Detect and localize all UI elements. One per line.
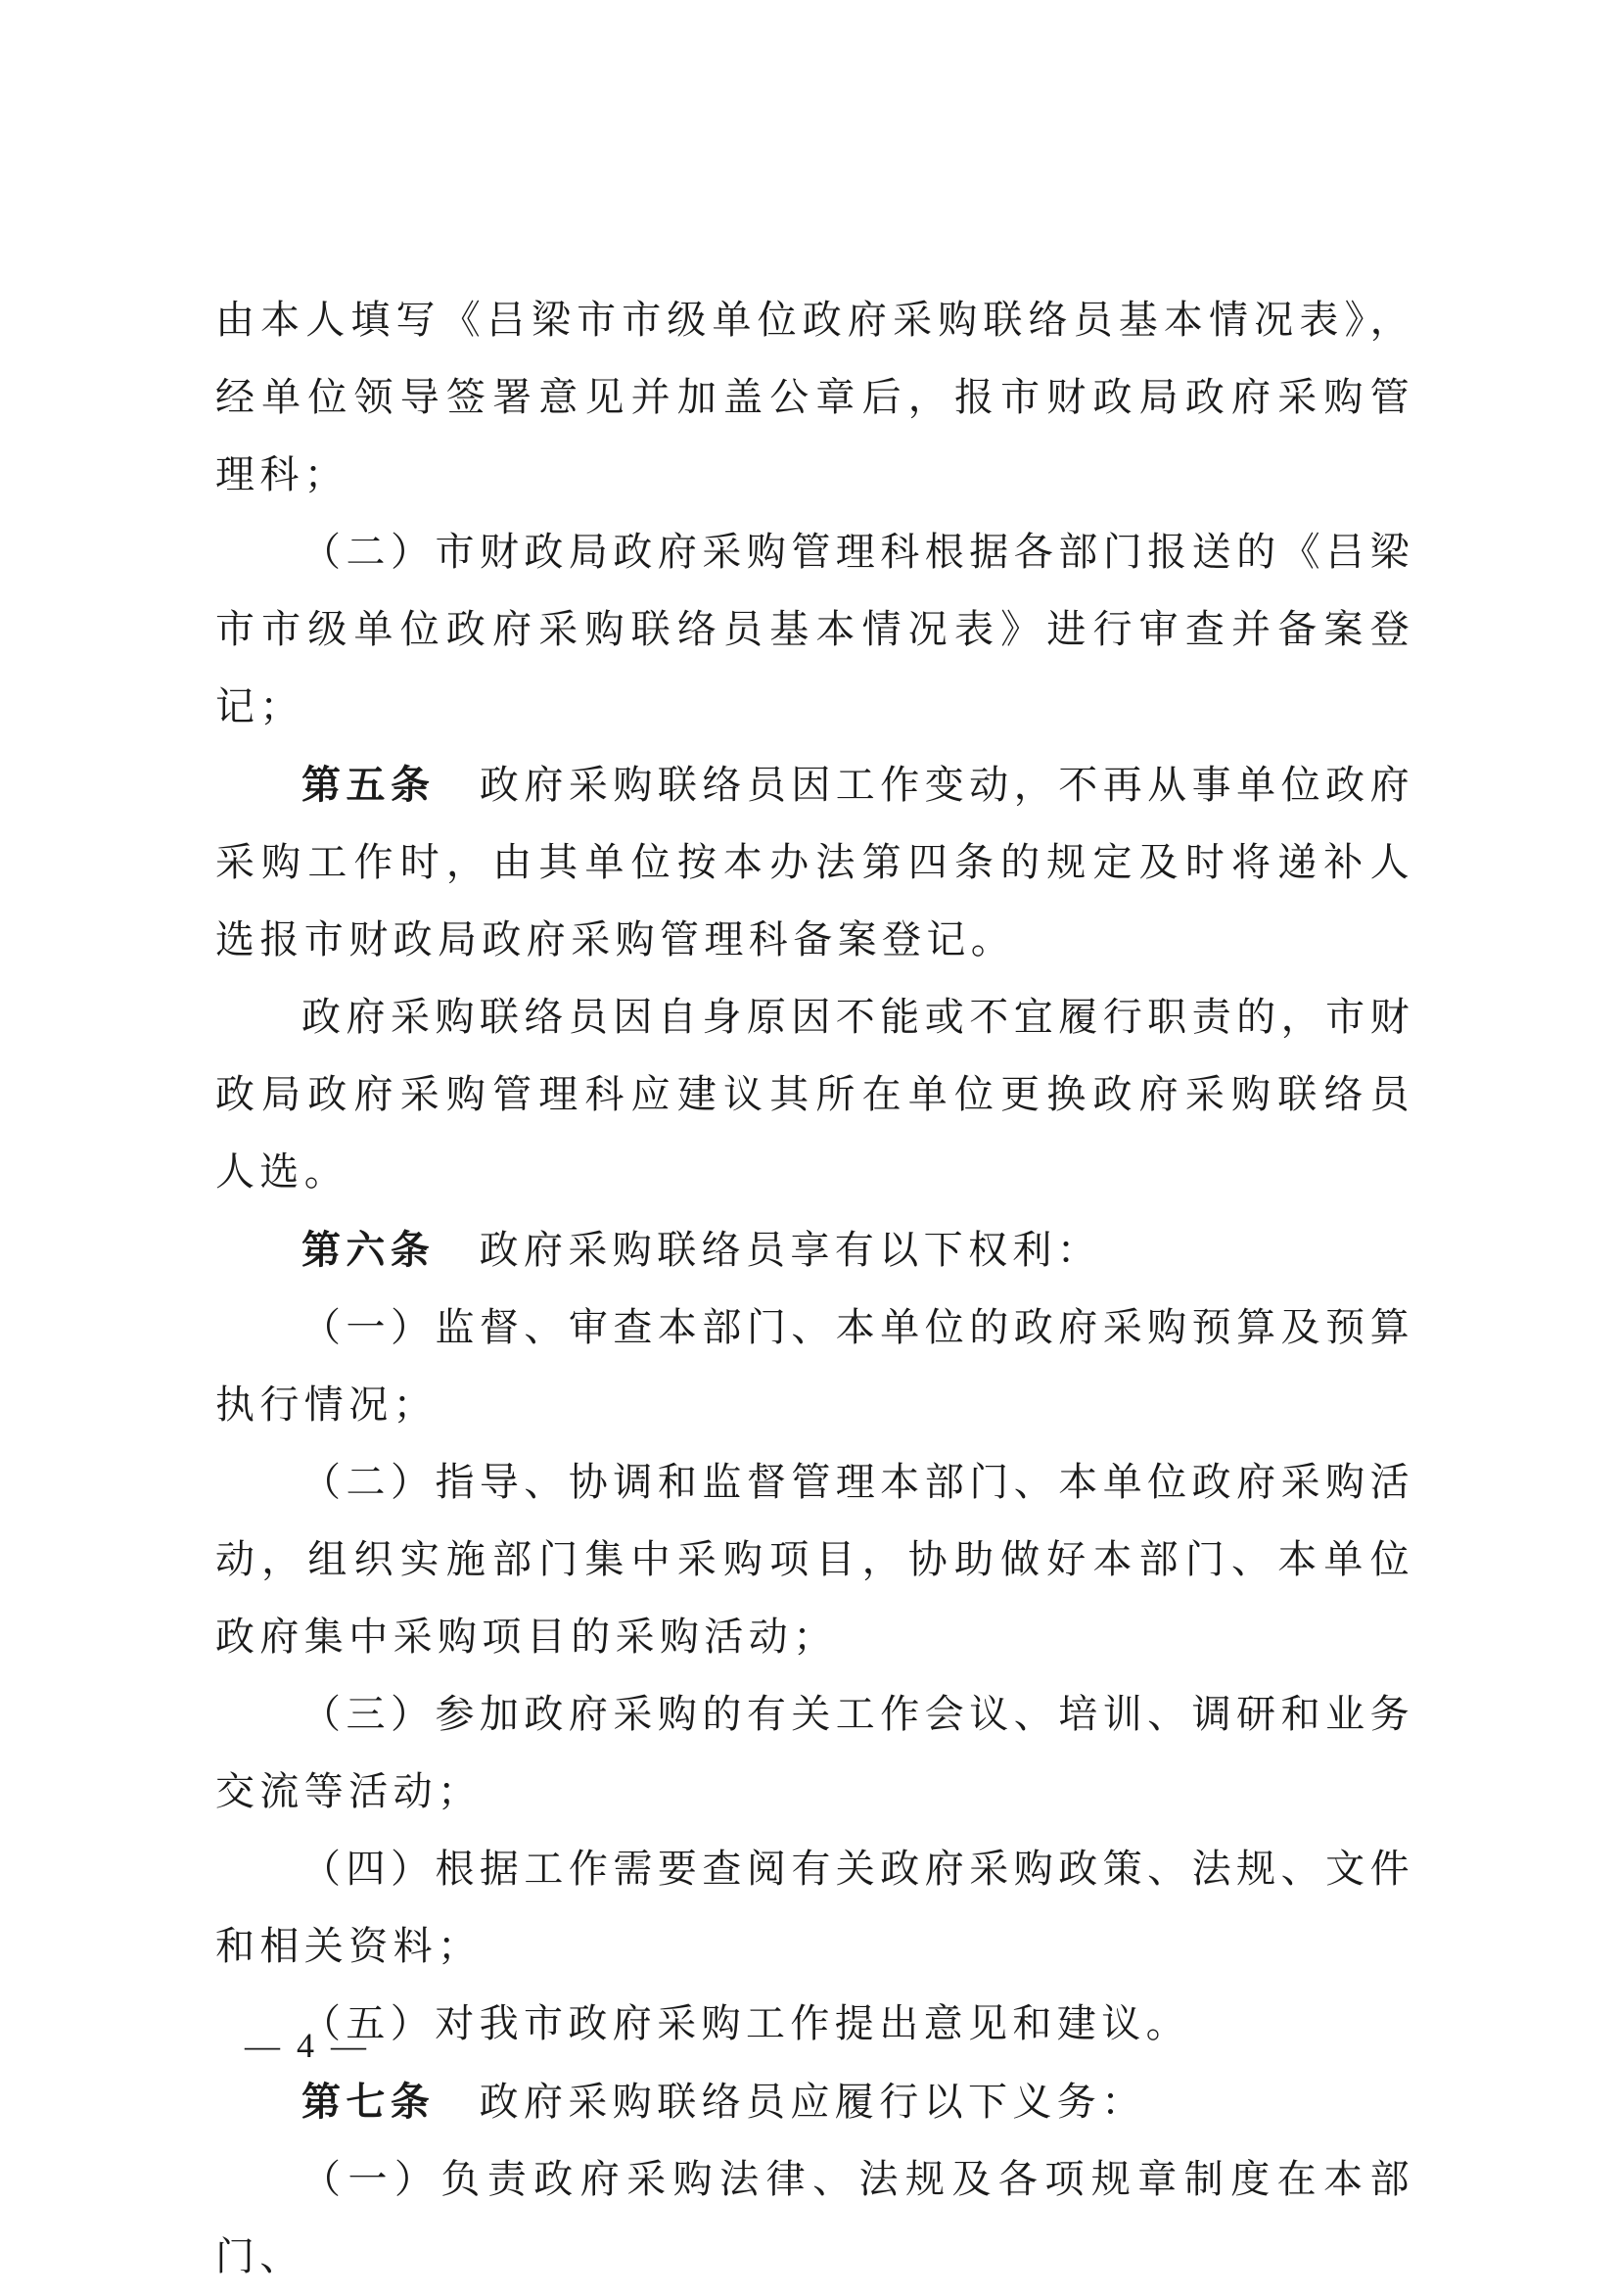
paragraph-text: 由本人填写《吕梁市市级单位政府采购联络员基本情况表》，经单位领导签署意见并加盖公章后，报市财政局政府采购管理科；	[215, 298, 1414, 497]
paragraph	[215, 1444, 1414, 1676]
paragraph-text: （一）负责政府采购法律、法规及各项规章制度在本部门、	[215, 2157, 1414, 2279]
paragraph	[215, 1676, 1414, 1831]
paragraph-text: 政府采购联络员因工作变动，不再从事单位政府采购工作时，由其单位按本办法第四条的规定及时将递补人选报市财政局政府采购管理科备案登记。	[215, 763, 1414, 962]
paragraph	[215, 979, 1414, 1211]
paragraph-text: （五）对我市政府采购工作提出意见和建议。	[301, 2001, 1190, 2046]
paragraph	[215, 514, 1414, 746]
paragraph	[215, 1986, 1414, 2063]
paragraph-text: 政府采购联络员应履行以下义务：	[435, 2080, 1146, 2125]
article-paragraph	[215, 1211, 1414, 1289]
paragraph-text: （三）参加政府采购的有关工作会议、培训、调研和业务交流等活动；	[215, 1692, 1414, 1814]
paragraph	[215, 282, 1414, 514]
article-heading: 第六条	[301, 1227, 436, 1273]
document-body	[215, 282, 1414, 2296]
paragraph	[215, 2141, 1414, 2296]
paragraph	[215, 1289, 1414, 1444]
paragraph-text: （四）根据工作需要查阅有关政府采购政策、法规、文件和相关资料；	[215, 1847, 1414, 1969]
paragraph-text: 政府采购联络员享有以下权利：	[435, 1228, 1102, 1273]
article-heading: 第五条	[301, 762, 436, 808]
paragraph-text: 政府采购联络员因自身原因不能或不宜履行职责的，市财政局政府采购管理科应建议其所在单位更换政府采购联络员人选。	[215, 995, 1414, 1195]
page-number: — 4 —	[245, 2026, 370, 2065]
paragraph-text: （二）市财政局政府采购管理科根据各部门报送的《吕梁市市级单位政府采购联络员基本情况表》进行审查并备案登记；	[215, 530, 1414, 729]
article-paragraph	[215, 746, 1414, 979]
paragraph	[215, 1831, 1414, 1986]
article-paragraph	[215, 2063, 1414, 2141]
article-heading: 第七条	[301, 2079, 436, 2125]
paragraph-text: （二）指导、协调和监督管理本部门、本单位政府采购活动，组织实施部门集中采购项目，协助做好本部门、本单位政府集中采购项目的采购活动；	[215, 1460, 1414, 1660]
paragraph-text: （一）监督、审查本部门、本单位的政府采购预算及预算执行情况；	[215, 1305, 1414, 1428]
